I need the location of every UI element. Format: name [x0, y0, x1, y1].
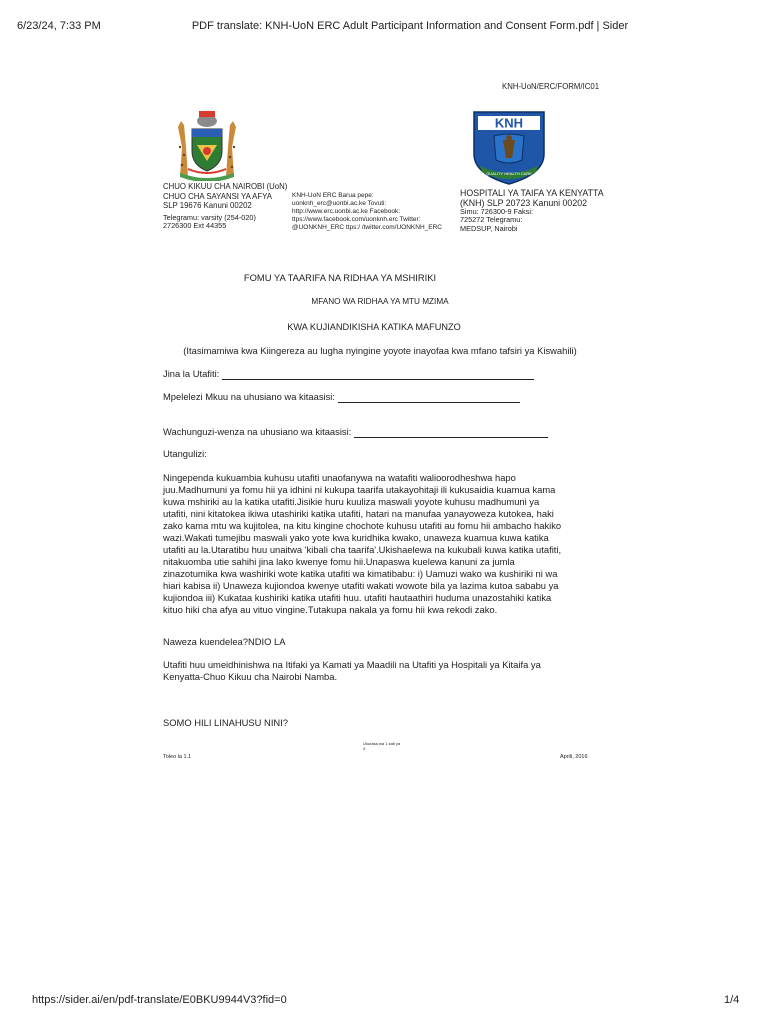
intro-line: kuwa mshiriki au la katika utafiti.Jisikie huru kuuliza maswali yoyote kuhusu madhumuni ya [163, 496, 540, 507]
form-subtitle: MFANO WA RIDHAA YA MTU MZIMA [311, 297, 449, 306]
knh-logo-ribbon: QUALITY HEALTH CARE [486, 171, 532, 176]
intro-line: zinazotumika kwa washiriki wote katika utafiti wa kimatibabu: i) Uamuzi wako wa kushiriki ni wa [163, 568, 558, 579]
erc-contact-block [292, 192, 442, 232]
uon-address-line: CHUO CHA SAYANSI YA AFYA [163, 191, 272, 201]
form-code: KNH-UoN/ERC/FORM/IC01 [502, 82, 600, 91]
approval-line: Utafiti huu umeidhinishwa na Itifaki ya Kamati ya Maadili na Utafiti ya Hospitali ya Kitaifa ya [163, 659, 541, 670]
intro-line: zako kama mtu wa kujitolea, na kitu kingine chochote kuhusu utafiti au fomu hii ambacho hakiko [163, 520, 562, 531]
study-name-field [163, 368, 534, 380]
uon-address-block [163, 182, 287, 230]
section-heading: SOMO HILI LINAHUSU NINI? [163, 717, 289, 728]
form-subtitle-2: KWA KUJIANDIKISHA KATIKA MAFUNZO [287, 322, 461, 332]
erc-contact-line: KNH-UoN ERC Barua pepe: [292, 192, 374, 199]
form-title: FOMU YA TAARIFA NA RIDHAA YA MSHIRIKI [243, 272, 437, 283]
print-url: https://sider.ai/en/pdf-translate/E0BKU9944V3?fid=0 [32, 994, 287, 1006]
knh-contact-line: MEDSUP, Nairobi [460, 223, 518, 233]
uon-telegram-line: Telegramu: varsity (254-020) [163, 212, 256, 222]
intro-line: kujiondoa iii) Kukataa kushiriki katika utafiti huu. utafiti hautaathiri huduma unazostahiki katika [163, 592, 552, 603]
approval-paragraph [163, 659, 541, 683]
page-count-label [363, 741, 400, 751]
pi-label: Mpelelezi Mkuu na uhusiano wa kitaasisi: [163, 391, 335, 402]
knh-logo [470, 108, 548, 186]
knh-contact-line: 725272 Telegramu: [460, 215, 523, 225]
approval-line: Kenyatta-Chuo Kikuu cha Nairobi Namba. [163, 671, 338, 682]
intro-line: utafiti, nini kitatokea ikiwa utashiriki katika utafiti, hatari na manufaa yanayoweza kutokea, haki [163, 508, 554, 519]
study-name-blank[interactable] [222, 371, 534, 380]
knh-logo-text: KNH [494, 115, 524, 131]
pi-field [163, 391, 520, 403]
uon-address-line: SLP 19676 Kanuni 00202 [163, 201, 252, 210]
language-note: (Itasimamiwa kwa Kiingereza au lugha nyingine yoyote inayofaa kwa mfano tafsiri ya Kiswahili) [183, 345, 577, 356]
co-investigators-label: Wachunguzi-wenza na uhusiano wa kitaasisi: [163, 426, 352, 437]
version-label: Toleo la 1.1 [163, 754, 192, 760]
uon-telegram-line: 2726300 Ext 44355 [163, 220, 227, 230]
co-investigators-field [163, 426, 548, 438]
erc-contact-line: ttps://www.facebook.com/uonknh.erc Twitter: [292, 216, 421, 223]
intro-line: utafiti au la.Utaratibu huu unaitwa 'kibali cha taarifa'.Ukishaelewa na kukubali kuwa katika utafiti, [163, 544, 562, 555]
intro-line: nitakuomba utie sahihi jina lako kwenye fomu hii.Unapaswa kuelewa kanuni za jumla [163, 556, 515, 567]
co-investigators-blank[interactable] [354, 429, 548, 438]
intro-paragraph [163, 472, 613, 616]
knh-address-block [460, 188, 604, 233]
page-count-line: 4 [363, 746, 366, 751]
study-name-label: Jina la Utafiti: [163, 368, 220, 379]
print-page-number: 1/4 [724, 994, 740, 1006]
erc-contact-line: @UONKNH_ERC ttps:/ /twitter.com/UONKNH_ERC [292, 224, 442, 231]
intro-line: wazi.Wakati tumejibu maswali yako yote kwa kuridhika kwako, unaweza kuamua kuwa katika [163, 532, 549, 543]
erc-contact-line: http://www.erc.uonbi.ac.ke Facebook: [292, 208, 401, 215]
uon-coat-of-arms-logo [172, 107, 242, 181]
knh-address-line: HOSPITALI YA TAIFA YA KENYATTA [460, 188, 604, 198]
print-datetime: 6/23/24, 7:33 PM [17, 20, 101, 32]
erc-contact-line: uonknh_erc@uonbi.ac.ke Tovuti: [292, 200, 387, 207]
date-label: Aprili, 2016 [560, 754, 588, 760]
intro-line: juu.Madhumuni ya fomu hii ya idhini ni kukupa taarifa utakayohitaji ili kukusaidia kuamua kama [163, 484, 556, 495]
print-page-title: PDF translate: KNH-UoN ERC Adult Participant Information and Consent Form.pdf | Sider [191, 20, 629, 32]
continue-question: Naweza kuendelea?NDIO LA [163, 636, 286, 647]
intro-line: hiari kabisa ii) Unaweza kujiondoa kwenye utafiti wakati wowote bila ya lazima kutoa sababu ya [163, 580, 559, 591]
knh-contact-line: Simu: 726300-9 Faksi: [460, 207, 534, 216]
page-count-line: Ukurasa wa 1 kati ya [363, 741, 401, 746]
intro-line: kituo hiki cha afya au vituo vingine.Tutakupa nakala ya fomu hii kwa rekodi zako. [163, 604, 498, 615]
intro-heading: Utangulizi: [163, 448, 207, 459]
uon-address-line: CHUO KIKUU CHA NAIROBI (UoN) [163, 182, 288, 191]
knh-address-line: (KNH) SLP 20723 Kanuni 00202 [460, 198, 587, 208]
pi-blank[interactable] [338, 394, 520, 403]
intro-line: Ningependa kukuambia kuhusu utafiti unaofanywa na watafiti walioorodheshwa hapo [163, 472, 516, 483]
